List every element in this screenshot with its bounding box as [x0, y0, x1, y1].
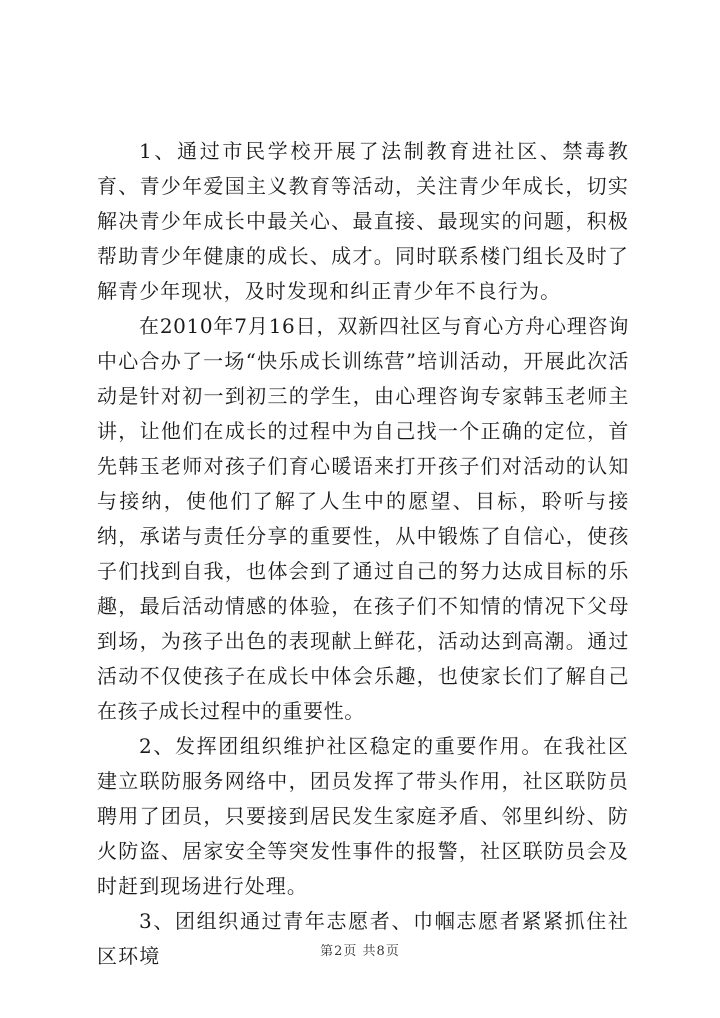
page-number-footer: 第2页 共8页 [320, 944, 400, 959]
paragraph-event-description: 在2010年7月16日，双新四社区与育心方舟心理咨询中心合办了一场“快乐成长训练营”培训活动，开展此次活动是针对初一到初三的学生，由心理咨询专家韩玉老师主讲，让他们在成长的过程中为自己找一个正确的定位，首先韩玉老师对孩子们育心暖语来打开孩子们对活动的认知与接纳，使他们了解了人生中的愿望、目标，聆听与接纳，承诺与责任分享的重要性，从中锻炼了自信心，使孩子们找到自我，也体会到了通过自己的努力达成目标的乐趣，最后活动情感的体验，在孩子们不知情的情况下父母到场，为孩子出色的表现献上鲜花，活动达到高潮。通过活动不仅使孩子在成长中体会乐趣，也使家长们了解自己在孩子成长过程中的重要性。 [97, 314, 629, 723]
paragraph-item-2: 2、发挥团组织维护社区稳定的重要作用。在我社区建立联防服务网络中，团员发挥了带头作用，社区联防员聘用了团员，只要接到居民发生家庭矛盾、邻里纠纷、防火防盗、居家安全等突发性事件的报警，社区联防员会及时赶到现场进行处理。 [97, 734, 629, 898]
document-page [97, 134, 629, 974]
paragraph-item-3: 3、团组织通过青年志愿者、巾帼志愿者紧紧抓住社区环境 [97, 909, 629, 968]
paragraph-item-1: 1、通过市民学校开展了法制教育进社区、禁毒教育、青少年爱国主义教育等活动，关注青少年成长，切实解决青少年成长中最关心、最直接、最现实的问题，积极帮助青少年健康的成长、成才。同时联系楼门组长及时了解青少年现状，及时发现和纠正青少年不良行为。 [97, 139, 629, 303]
